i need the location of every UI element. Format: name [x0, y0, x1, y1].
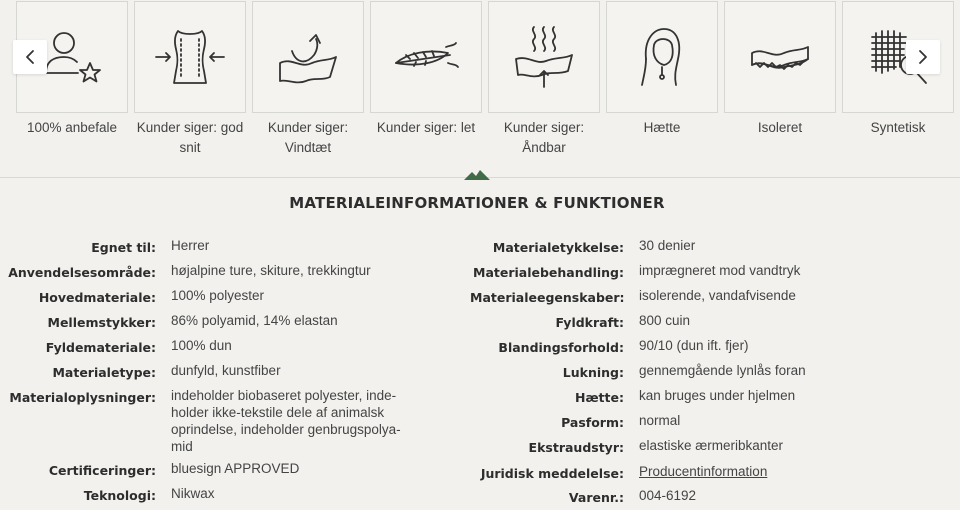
feature-label: Kunder siger: god snit [136, 120, 244, 155]
spec-row [470, 312, 960, 337]
spec-list-left [0, 237, 470, 510]
feature-tile-breathable[interactable] [488, 1, 600, 158]
spec-value: gennemgående lynlås foran [639, 363, 806, 378]
spec-row [0, 262, 470, 287]
spec-row [470, 287, 960, 312]
spec-label: Juridisk meddelelse: [480, 466, 624, 481]
carousel-next-button[interactable] [906, 40, 940, 74]
spec-row [470, 362, 960, 387]
wind-fabric-icon [270, 19, 346, 95]
spec-row [0, 337, 470, 362]
spec-row [470, 337, 960, 362]
feature-label: Kunder siger: Åndbar [503, 120, 585, 155]
section-title: MATERIALEINFORMATIONER & FUNKTIONER [289, 194, 665, 212]
feature-label: Syntetisk [870, 120, 926, 135]
feature-tile-box [606, 1, 718, 113]
spec-row [0, 312, 470, 337]
feature-label: 100% anbefale [26, 120, 118, 135]
feature-carousel [0, 0, 960, 170]
spec-label: Anvendelsesområde: [8, 265, 156, 280]
spec-value: Herrer [171, 238, 210, 253]
breathable-steam-icon [506, 19, 582, 95]
spec-value: Nikwax [171, 486, 215, 501]
carousel-prev-button[interactable] [13, 40, 47, 74]
feature-tile-windproof[interactable] [252, 1, 364, 158]
mountain-icon [464, 170, 490, 180]
spec-label: Mellemstykker: [47, 315, 156, 330]
hood-icon [624, 19, 700, 95]
feather-icon [388, 19, 464, 95]
spec-label: Teknologi: [83, 488, 156, 503]
spec-row [470, 262, 960, 287]
spec-label: Egnet til: [91, 240, 156, 255]
spec-value: 100% polyester [171, 288, 265, 303]
spec-row [0, 287, 470, 312]
spec-label: Materialetykkelse: [492, 240, 624, 255]
spec-label: Hovedmateriale: [38, 290, 156, 305]
spec-row [470, 237, 960, 262]
feature-label: Hætte [643, 120, 681, 135]
spec-row [0, 387, 470, 460]
spec-label: Materialetype: [52, 365, 156, 380]
spec-value: indeholder biobaseret polyester, inde-holder ikke-tekstile dele af animalsk oprindelse, indeholder genbrugspolya-mid [171, 388, 401, 454]
spec-label: Hætte: [575, 390, 624, 405]
spec-value: bluesign APPROVED [171, 461, 300, 476]
spec-value: dunfyld, kunstfiber [171, 363, 281, 378]
feature-tile-hood[interactable] [606, 1, 718, 138]
spec-value: elastiske ærmeribkanter [639, 438, 784, 453]
chevron-left-icon [23, 49, 37, 65]
spec-value [639, 463, 919, 480]
spec-row [470, 437, 960, 463]
feature-tile-box [134, 1, 246, 113]
spec-list-right [470, 237, 960, 510]
spec-value: kan bruges under hjelmen [639, 388, 796, 403]
spec-row [470, 463, 960, 487]
spec-row [470, 387, 960, 412]
chevron-right-icon [916, 49, 930, 65]
spec-label: Lukning: [562, 365, 624, 380]
feature-tile-light[interactable] [370, 1, 482, 138]
feature-label: Kunder siger: Vindtæt [267, 120, 349, 155]
feature-tile-box [252, 1, 364, 113]
feature-tile-box [724, 1, 836, 113]
spec-label: Materialeegenskaber: [470, 290, 625, 305]
feature-tile-fit[interactable] [134, 1, 246, 158]
spec-label: Certificeringer: [48, 463, 156, 478]
spec-value: normal [639, 413, 681, 428]
feature-tile-box [370, 1, 482, 113]
spec-label: Blandingsforhold: [498, 340, 624, 355]
feature-label: Isoleret [757, 120, 803, 135]
producer-information-link[interactable]: Producentinformation [639, 464, 768, 479]
spec-label: Pasform: [561, 415, 624, 430]
spec-row [0, 485, 470, 510]
spec-value: 100% dun [171, 338, 232, 353]
spec-value: isolerende, vandafvisende [639, 288, 796, 303]
feature-tile-box [488, 1, 600, 113]
spec-value: 30 denier [639, 238, 696, 253]
spec-value: 004-6192 [639, 488, 697, 503]
spec-label: Fyldkraft: [555, 315, 624, 330]
feature-tile-row [16, 1, 960, 161]
spec-row [470, 487, 960, 510]
spec-row [0, 237, 470, 262]
feature-label: Kunder siger: let [376, 120, 476, 135]
spec-label: Fyldemateriale: [45, 340, 156, 355]
spec-label: Varenr.: [568, 490, 624, 505]
spec-value: 800 cuin [639, 313, 691, 328]
spec-row [0, 460, 470, 485]
spec-row [0, 362, 470, 387]
spec-label: Materialebehandling: [473, 265, 624, 280]
feature-tile-insulated[interactable] [724, 1, 836, 138]
spec-label: Ekstraudstyr: [528, 440, 624, 455]
spec-label: Materialoplysninger: [9, 390, 156, 405]
spec-row [470, 412, 960, 437]
spec-value: 90/10 (dun ift. fjer) [639, 338, 749, 353]
spec-value: 86% polyamid, 14% elastan [171, 313, 338, 328]
spec-value: højalpine ture, skiture, trekkingtur [171, 263, 371, 278]
insulated-icon [742, 19, 818, 95]
spec-value: imprægneret mod vandtryk [639, 263, 801, 278]
body-fit-icon [152, 19, 228, 95]
